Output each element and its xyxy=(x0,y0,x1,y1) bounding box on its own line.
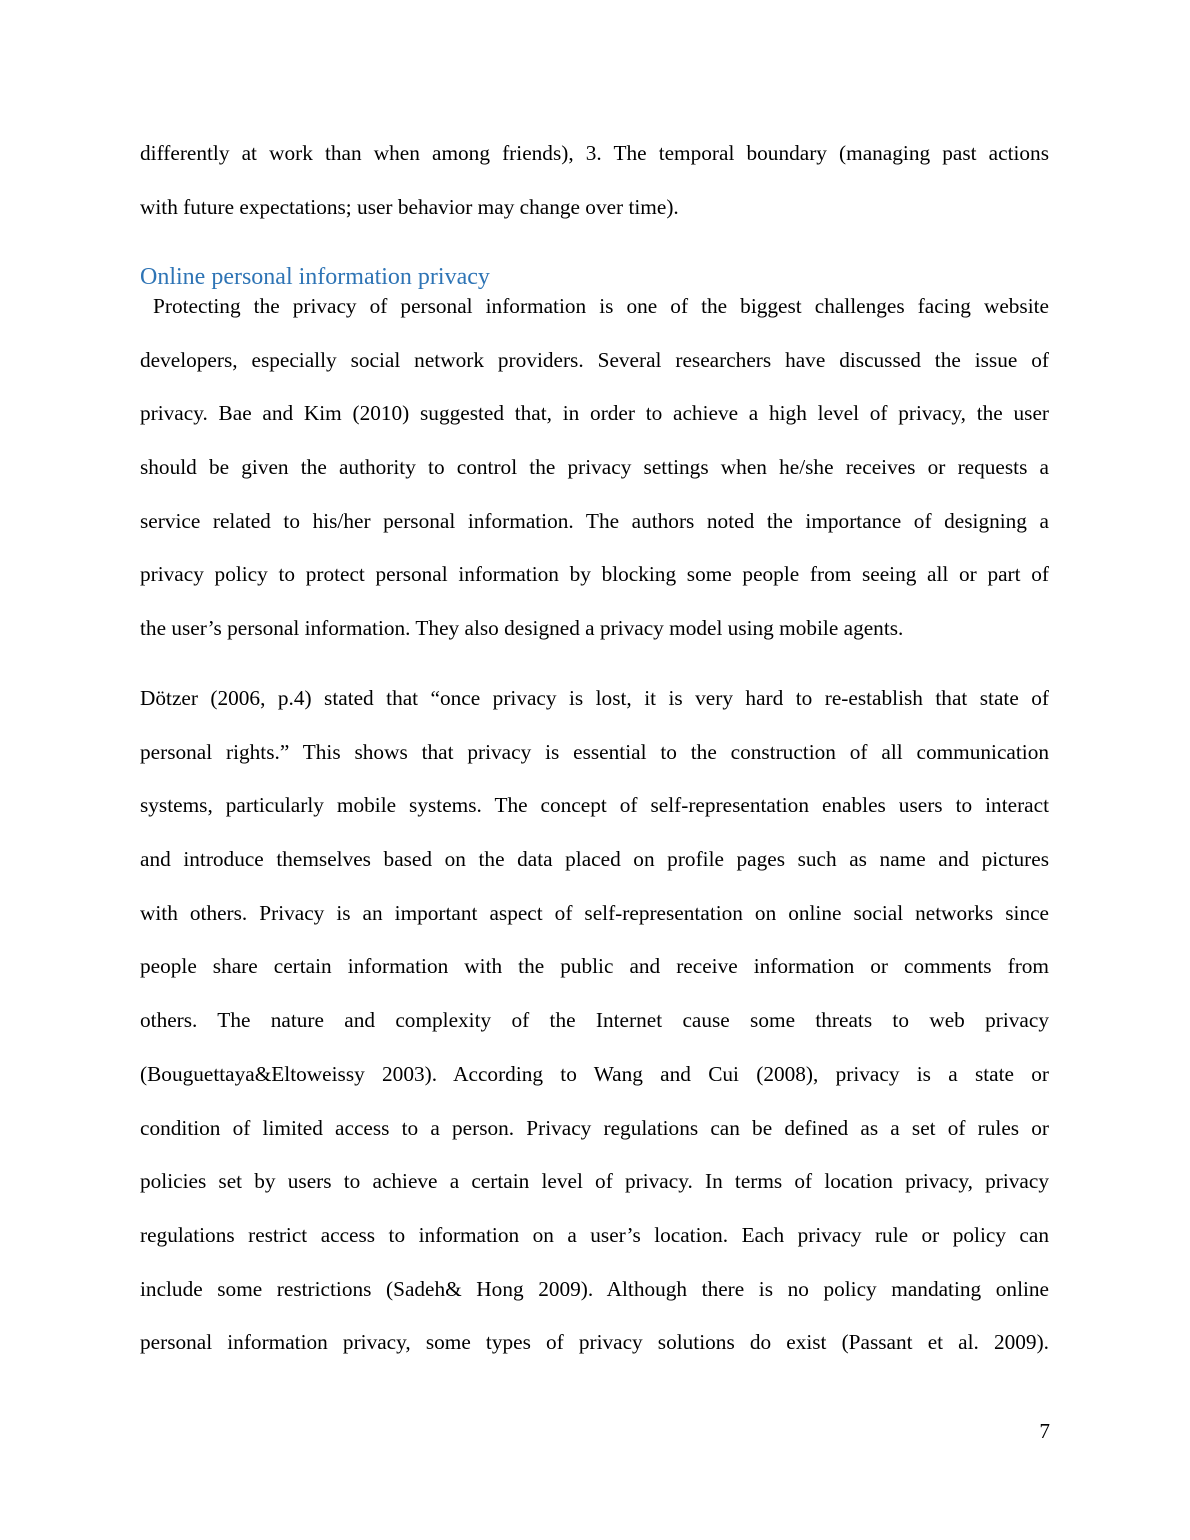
text-line: privacy policy to protect personal information by blocking some people from seeing all or part of xyxy=(140,562,1049,587)
text-line: Dötzer (2006, p.4) stated that “once privacy is lost, it is very hard to re-establish that state of xyxy=(140,686,1049,710)
text-line: systems, particularly mobile systems. The concept of self-representation enables users to interact xyxy=(140,793,1049,818)
text-line: Protecting the privacy of personal information is one of the biggest challenges facing website xyxy=(140,294,1049,318)
text-line: condition of limited access to a person. Privacy regulations can be defined as a set of rules or xyxy=(140,1115,1049,1140)
text-line: people share certain information with the public and receive information or comments from xyxy=(140,954,1049,979)
text-line: privacy. Bae and Kim (2010) suggested that, in order to achieve a high level of privacy, the user xyxy=(140,401,1049,426)
text-line: differently at work than when among friends), 3. The temporal boundary (managing past actions xyxy=(140,141,1049,165)
text-line: should be given the authority to control the privacy settings when he/she receives or requests a xyxy=(140,455,1049,480)
text-line: regulations restrict access to information on a user’s location. Each privacy rule or policy can xyxy=(140,1222,1049,1247)
page-number: 7 xyxy=(1039,1419,1050,1443)
text-line: the user’s personal information. They also designed a privacy model using mobile agents. xyxy=(140,616,904,641)
text-line: include some restrictions (Sadeh& Hong 2009). Although there is no policy mandating online xyxy=(140,1276,1049,1301)
text-line: personal rights.” This shows that privacy is essential to the construction of all communication xyxy=(140,739,1049,764)
text-line: and introduce themselves based on the data placed on profile pages such as name and pictures xyxy=(140,847,1049,872)
paragraph-dotzer xyxy=(140,672,1049,1370)
text-line: (Bouguettaya&Eltoweissy 2003). According to Wang and Cui (2008), privacy is a state or xyxy=(140,1061,1049,1086)
text-line: developers, especially social network providers. Several researchers have discussed the issue of xyxy=(140,347,1049,372)
text-line: with future expectations; user behavior may change over time). xyxy=(140,194,679,219)
section-heading: Online personal information privacy xyxy=(140,264,490,290)
paragraph-continued xyxy=(140,127,1049,234)
text-line: service related to his/her personal information. The authors noted the importance of designing a xyxy=(140,508,1049,533)
text-line: personal information privacy, some types of privacy solutions do exist (Passant et al. 2009). xyxy=(140,1330,1049,1355)
paragraph-privacy-intro xyxy=(140,280,1049,656)
text-line: others. The nature and complexity of the Internet cause some threats to web privacy xyxy=(140,1008,1049,1033)
text-line: with others. Privacy is an important aspect of self-representation on online social networks since xyxy=(140,900,1049,925)
text-line: policies set by users to achieve a certain level of privacy. In terms of location privacy, privacy xyxy=(140,1169,1049,1194)
